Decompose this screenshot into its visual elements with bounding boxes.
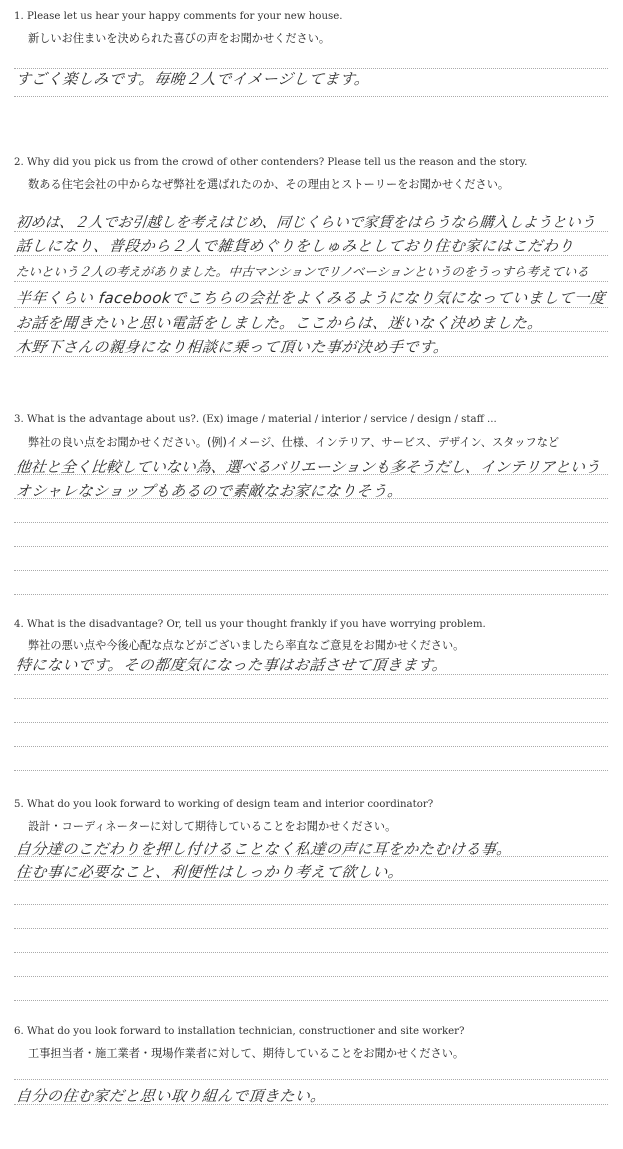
answer-line <box>14 722 608 723</box>
answer-line <box>14 1079 608 1080</box>
answer-line <box>14 356 608 357</box>
answer-line <box>14 281 608 282</box>
answer-line <box>14 928 608 929</box>
answer-line <box>14 904 608 905</box>
answer-line <box>14 96 608 97</box>
answer-2-line-1: 初めは、２人でお引越しを考えはじめ、同じくらいで家賃をはらうなら購入しようという <box>15 215 597 231</box>
answer-line <box>14 746 608 747</box>
answer-6-line-1: 自分の住む家だと思い取り組んで頂きたい。 <box>15 1087 327 1105</box>
answer-line <box>14 1000 608 1001</box>
answer-line <box>14 952 608 953</box>
answer-line <box>14 1104 608 1105</box>
answer-line <box>14 674 608 675</box>
question-3-en: 3. What is the advantage about us?. (Ex) image / material / interior / service / design / staff ... <box>14 414 497 425</box>
question-4-ja: 弊社の悪い点や今後心配な点などがございましたら率直なご意見をお聞かせください。 <box>28 639 465 652</box>
answer-line <box>14 594 608 595</box>
question-6-en: 6. What do you look forward to installation technician, constructioner and site worker? <box>14 1026 465 1037</box>
answer-4-line-1: 特にないです。その都度気になった事はお話させて頂きます。 <box>15 656 449 674</box>
answer-3-line-2: オシャレなショップもあるので素敵なお家になりそう。 <box>15 482 404 500</box>
answer-2-line-3: たいという２人の考えがありました。中古マンションでリノベーションというのをうっすら考えている <box>15 264 590 279</box>
answer-line <box>14 698 608 699</box>
answer-line <box>14 231 608 232</box>
answer-line <box>14 770 608 771</box>
answer-2-line-2: 話しになり、普段から２人で雑貨めぐりをしゅみとしており住む家にはこだわり <box>15 237 575 255</box>
question-1-en: 1. Please let us hear your happy comments for your new house. <box>14 11 343 22</box>
question-2-en: 2. Why did you pick us from the crowd of other contenders? Please tell us the reason and the story. <box>14 157 528 168</box>
answer-line <box>14 546 608 547</box>
answer-line <box>14 522 608 523</box>
answer-line <box>14 976 608 977</box>
question-5-ja: 設計・コーディネーターに対して期待していることをお聞かせください。 <box>28 820 397 833</box>
question-3-ja: 弊社の良い点をお聞かせください。(例)イメージ、仕様、インテリア、サービス、デザイン、スタッフなど <box>28 436 560 449</box>
answer-line <box>14 331 608 332</box>
question-1-ja: 新しいお住まいを決められた喜びの声をお聞かせください。 <box>28 32 331 45</box>
answer-line <box>14 498 608 499</box>
answer-2-line-5: お話を聞きたいと思い電話をしました。ここからは、迷いなく決めました。 <box>15 314 544 332</box>
answer-5-line-2: 住む事に必要なこと、利便性はしっかり考えて欲しい。 <box>15 863 405 881</box>
question-4-en: 4. What is the disadvantage? Or, tell us your thought frankly if you have worrying problem. <box>14 619 486 630</box>
answer-line <box>14 880 608 881</box>
answer-line <box>14 307 608 308</box>
answer-line <box>14 570 608 571</box>
question-2-ja: 数ある住宅会社の中からなぜ弊社を選ばれたのか、その理由とストーリーをお聞かせください。 <box>28 178 510 191</box>
answer-5-line-1: 自分達のこだわりを押し付けることなく私達の声に耳をかたむける事。 <box>15 840 513 858</box>
question-5-en: 5. What do you look forward to working of design team and interior coordinator? <box>14 799 434 810</box>
answer-line <box>14 474 608 475</box>
answer-line <box>14 856 608 857</box>
answer-line <box>14 255 608 256</box>
question-6-ja: 工事担当者・施工業者・現場作業者に対して、期待していることをお聞かせください。 <box>28 1047 465 1060</box>
answer-2-line-6: 木野下さんの親身になり相談に乗って頂いた事が決め手です。 <box>15 338 450 356</box>
answer-1-line-1: すごく楽しみです。毎晩２人でイメージしてます。 <box>15 70 371 88</box>
answer-3-line-1: 他社と全く比較していない為、選べるバリエーションも多そうだし、インテリアという <box>15 458 602 476</box>
answer-2-line-4: 半年くらい facebookでこちらの会社をよくみるようになり気になっていまして一度 <box>15 289 607 307</box>
